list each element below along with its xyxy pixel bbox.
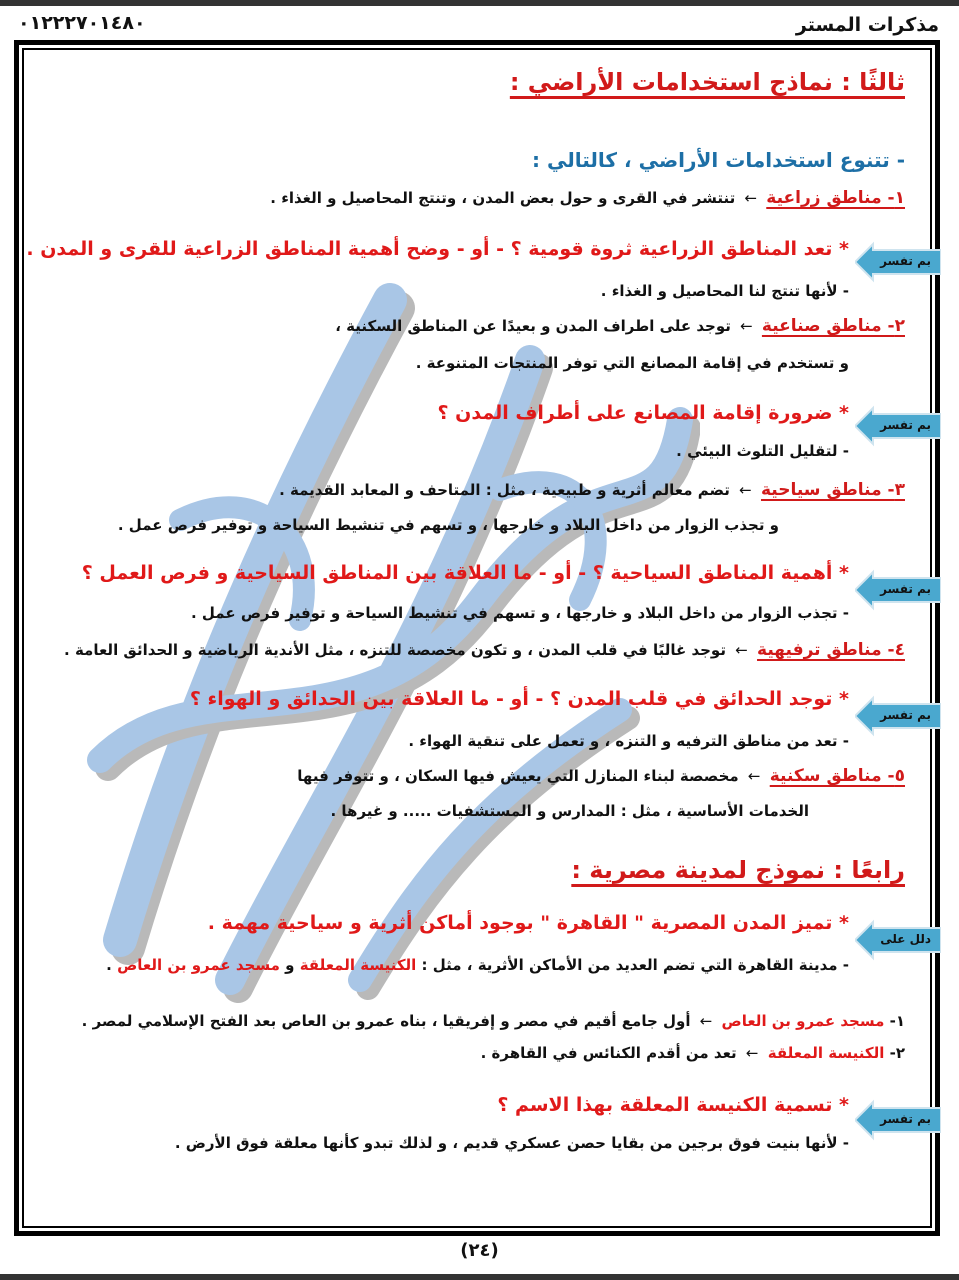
answer-industrial: - لتقليل التلوث البيئي . [676, 442, 849, 460]
badge-label: بم تفسر [880, 1112, 931, 1126]
hanging-church-ref: الكنيسة المعلقة [299, 956, 417, 974]
page-number: (٢٤) [460, 1240, 499, 1261]
answer-text: . [106, 956, 118, 974]
arrow-icon: ← [747, 767, 761, 785]
landmark-desc: تعد من أقدم الكنائس في القاهرة . [480, 1044, 737, 1062]
answer-cairo [106, 956, 849, 974]
item-agricultural [270, 188, 905, 208]
arrow-icon: ← [744, 189, 758, 207]
callout-badge [855, 1098, 941, 1142]
desc: تنتشر في القرى و حول بعض المدن ، وتنتج المحاصيل و الغذاء . [270, 189, 736, 207]
phone-number: ٠١٢٢٢٧٠١٤٨٠ [18, 12, 146, 34]
amr-mosque-ref: مسجد عمرو بن العاص [117, 956, 280, 974]
question-tourist: * أهمية المناطق السياحية ؟ - أو - ما العلاقة بين المناطق السياحية و فرص العمل ؟ [81, 562, 849, 584]
item-residential-desc2: الخدمات الأساسية ، مثل : المدارس و المستشفيات ..... و غيرها . [330, 802, 809, 820]
answer-text: - مدينة القاهرة التي تضم العديد من الأماكن الأثرية ، مثل : [416, 956, 849, 974]
desc: تضم معالم أثرية و طبيعية ، مثل : المتاحف و المعابد القديمة . [279, 481, 730, 499]
document-title: مذكرات المستر [795, 14, 939, 36]
landmark-amr-mosque [82, 1012, 905, 1030]
desc: مخصصة لبناء المنازل التي يعيش فيها السكان ، و تتوفر فيها [297, 767, 739, 785]
badge-label: دلل على [880, 932, 931, 946]
desc: توجد على اطراف المدن و بعيدًا عن المناطق السكنية ، [335, 317, 731, 335]
badge-label: بم تفسر [880, 708, 931, 722]
answer-text: و [279, 956, 300, 974]
answer-hanging-church: - لأنها بنيت فوق برجين من بقايا حصن عسكري قديم ، و لذلك تبدو كأنها معلقة فوق الأرض . [174, 1134, 849, 1152]
landmark-name: الكنيسة المعلقة [767, 1044, 885, 1062]
item-residential [297, 766, 905, 786]
badge-label: بم تفسر [880, 418, 931, 432]
arrow-icon: ← [745, 1044, 759, 1062]
landmark-desc: أول جامع أقيم في مصر و إفريقيا ، بناه عمرو بن العاص بعد الفتح الإسلامي لمصر . [81, 1012, 691, 1030]
bottom-edge-bar [0, 1274, 959, 1280]
term-agricultural: ١- مناطق زراعية [766, 188, 905, 208]
top-edge-bar [0, 0, 959, 6]
term-tourist: ٣- مناطق سياحية [760, 480, 905, 500]
callout-badge [855, 404, 941, 448]
callout-badge [855, 240, 941, 284]
term-recreational: ٤- مناطق ترفيهية [757, 640, 905, 660]
badge-label: بم تفسر [880, 582, 931, 596]
item-industrial-desc2: و تستخدم في إقامة المصانع التي توفر المنتجات المتنوعة . [415, 354, 849, 372]
callout-badge [855, 918, 941, 962]
callout-badge [855, 568, 941, 612]
item-industrial [335, 316, 905, 336]
question-cairo: * تميز المدن المصرية " القاهرة " بوجود أماكن أثرية و سياحية مهمة . [207, 912, 849, 934]
term-residential: ٥- مناطق سكنية [769, 766, 905, 786]
arrow-icon: ← [740, 317, 753, 335]
item-recreational [64, 640, 905, 660]
landmark-num: ٢- [889, 1044, 905, 1062]
question-industrial: * ضرورة إقامة المصانع على أطراف المدن ؟ [437, 402, 849, 424]
item-tourist [279, 480, 905, 500]
section-intro: - تتنوع استخدامات الأراضي ، كالتالي : [532, 148, 905, 172]
answer-recreational: - تعد من مناطق الترفيه و التنزه ، و تعمل على تنقية الهواء . [408, 732, 849, 750]
landmark-name: مسجد عمرو بن العاص [721, 1012, 885, 1030]
desc: توجد غالبًا في قلب المدن ، و تكون مخصصة للتنزه ، مثل الأندية الرياضية و الحدائق العامة . [64, 641, 726, 659]
landmark-hanging-church [481, 1044, 905, 1062]
arrow-icon: ← [735, 641, 748, 659]
question-recreational: * توجد الحدائق في قلب المدن ؟ - أو - ما العلاقة بين الحدائق و الهواء ؟ [189, 688, 849, 710]
badge-label: بم تفسر [880, 254, 931, 268]
term-industrial: ٢- مناطق صناعية [761, 316, 905, 336]
section-heading-egyptian-city: رابعًا : نموذج لمدينة مصرية : [571, 856, 905, 884]
answer-tourist: - تجذب الزوار من داخل البلاد و خارجها ، و تسهم في تنشيط السياحة و توفير فرص عمل . [190, 604, 849, 622]
landmark-num: ١- [889, 1012, 905, 1030]
item-tourist-desc2: و تجذب الزوار من داخل البلاد و خارجها ، و تسهم في تنشيط السياحة و توفير فرص عمل . [117, 516, 779, 534]
callout-badge [855, 694, 941, 738]
section-heading-land-use: ثالثًا : نماذج استخدامات الأراضي : [509, 68, 905, 96]
arrow-icon: ← [699, 1012, 713, 1030]
question-hanging-church: * تسمية الكنيسة المعلقة بهذا الاسم ؟ [497, 1094, 849, 1116]
answer-agricultural: - لأنها تنتج لنا المحاصيل و الغذاء . [600, 282, 849, 300]
question-agricultural: * تعد المناطق الزراعية ثروة قومية ؟ - أو - وضح أهمية المناطق الزراعية للقرى و المدن . [26, 238, 849, 260]
arrow-icon: ← [739, 481, 752, 499]
